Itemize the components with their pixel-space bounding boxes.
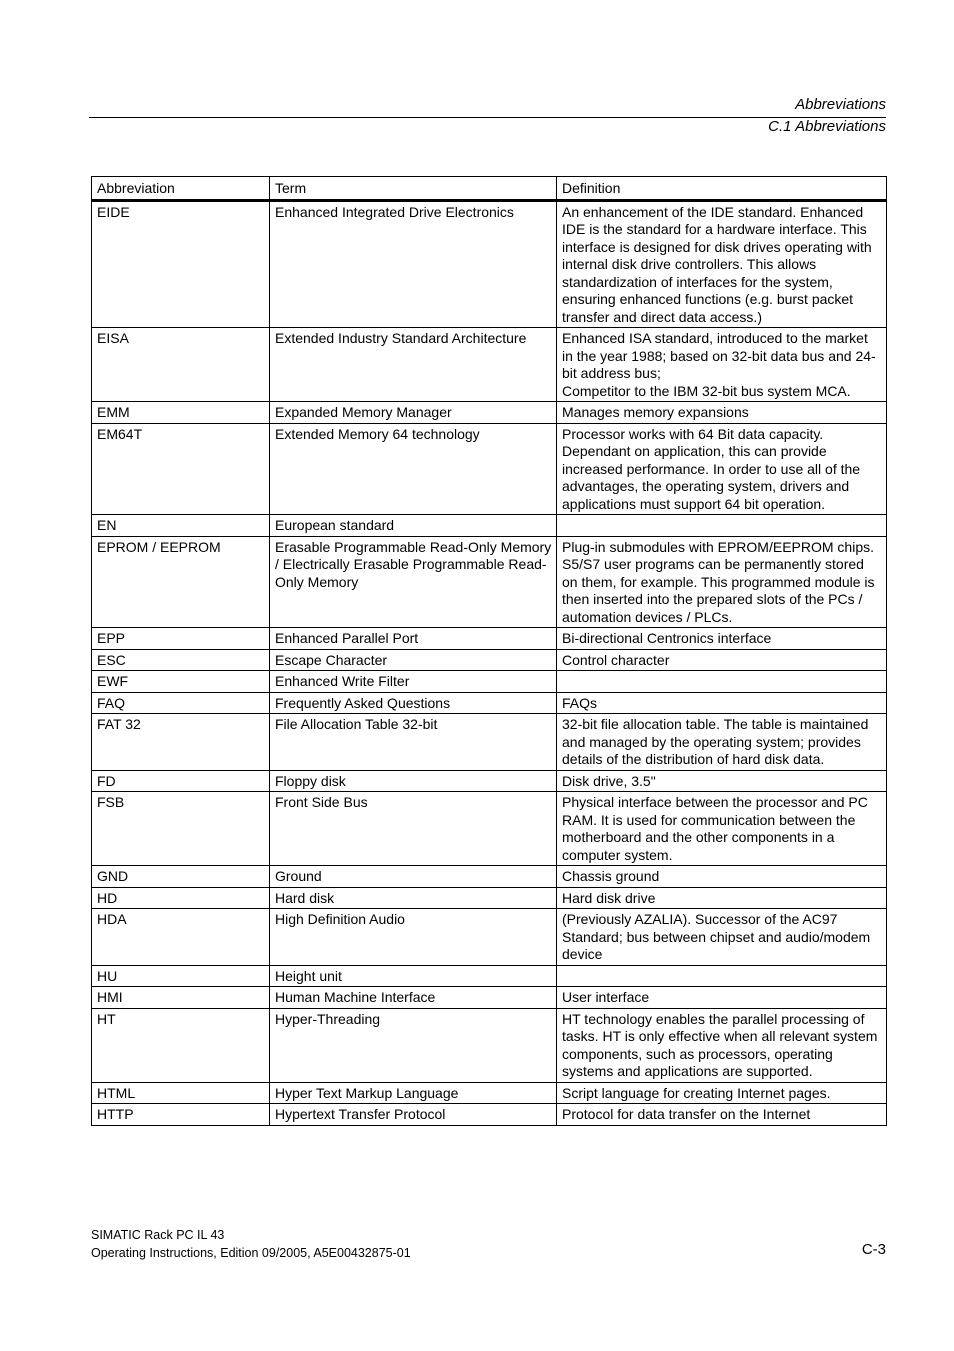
cell-abbreviation: GND — [92, 866, 270, 888]
cell-definition: Script language for creating Internet pages. — [557, 1082, 887, 1104]
cell-term: Escape Character — [270, 649, 557, 671]
cell-term: Hyper-Threading — [270, 1008, 557, 1082]
table-header-row — [92, 177, 887, 201]
table-row — [92, 866, 887, 888]
header-rule — [89, 117, 886, 118]
cell-definition: Control character — [557, 649, 887, 671]
footer-edition: Operating Instructions, Edition 09/2005, A5E00432875-01 — [91, 1246, 411, 1260]
cell-term: Enhanced Integrated Drive Electronics — [270, 200, 557, 328]
table-body — [92, 200, 887, 1125]
page-header — [768, 94, 886, 138]
table-row — [92, 671, 887, 693]
cell-definition: Manages memory expansions — [557, 402, 887, 424]
cell-term: European standard — [270, 515, 557, 537]
cell-abbreviation: HMI — [92, 987, 270, 1009]
cell-definition: Enhanced ISA standard, introduced to the market in the year 1988; based on 32-bit data bus and 24-bit address bus; Competitor to the IBM 32-bit bus system MCA. — [557, 328, 887, 402]
cell-abbreviation: EM64T — [92, 423, 270, 515]
cell-definition: 32-bit file allocation table. The table is maintained and managed by the operating system; provides details of the distribution of hard disk data. — [557, 714, 887, 771]
cell-definition: Physical interface between the processor and PC RAM. It is used for communication between the motherboard and the other components in a computer system. — [557, 792, 887, 866]
cell-abbreviation: EMM — [92, 402, 270, 424]
cell-term: Height unit — [270, 965, 557, 987]
cell-definition: HT technology enables the parallel processing of tasks. HT is only effective when all relevant system components, such as processors, operating systems and applications are supported. — [557, 1008, 887, 1082]
cell-abbreviation: HD — [92, 887, 270, 909]
table-row — [92, 536, 887, 628]
cell-term: High Definition Audio — [270, 909, 557, 966]
cell-definition: An enhancement of the IDE standard. Enhanced IDE is the standard for a hardware interface. This interface is designed for disk drives operating with internal disk drive controllers. This allows standardization of interfaces for the system, ensuring enhanced functions (e.g. burst packet transfer and direct data access.) — [557, 200, 887, 328]
table-row — [92, 515, 887, 537]
table-row — [92, 628, 887, 650]
cell-term: Front Side Bus — [270, 792, 557, 866]
cell-definition: FAQs — [557, 692, 887, 714]
cell-abbreviation: HT — [92, 1008, 270, 1082]
table-row — [92, 887, 887, 909]
table-row — [92, 1104, 887, 1126]
cell-definition: User interface — [557, 987, 887, 1009]
table-row — [92, 792, 887, 866]
cell-term: File Allocation Table 32-bit — [270, 714, 557, 771]
page-footer — [91, 1226, 411, 1262]
cell-definition: Disk drive, 3.5" — [557, 770, 887, 792]
cell-term: Extended Memory 64 technology — [270, 423, 557, 515]
cell-term: Ground — [270, 866, 557, 888]
table-row — [92, 909, 887, 966]
table-row — [92, 328, 887, 402]
cell-term: Hypertext Transfer Protocol — [270, 1104, 557, 1126]
table-row — [92, 423, 887, 515]
section-title: C.1 Abbreviations — [768, 118, 886, 135]
cell-abbreviation: FAT 32 — [92, 714, 270, 771]
chapter-title: Abbreviations — [795, 96, 886, 113]
table-row — [92, 770, 887, 792]
cell-abbreviation: HDA — [92, 909, 270, 966]
cell-abbreviation: EPP — [92, 628, 270, 650]
page-number: C-3 — [861, 1241, 886, 1258]
cell-abbreviation: ESC — [92, 649, 270, 671]
cell-abbreviation: HTTP — [92, 1104, 270, 1126]
cell-abbreviation: EN — [92, 515, 270, 537]
abbreviations-table — [91, 176, 887, 1126]
cell-definition: Plug-in submodules with EPROM/EEPROM chips. S5/S7 user programs can be permanently stored on them, for example. This programmed module is then inserted into the prepared slots of the PCs / automation devices / PLCs. — [557, 536, 887, 628]
cell-abbreviation: EPROM / EEPROM — [92, 536, 270, 628]
table-row — [92, 649, 887, 671]
table-row — [92, 965, 887, 987]
cell-definition — [557, 515, 887, 537]
table-row — [92, 200, 887, 328]
cell-term: Hard disk — [270, 887, 557, 909]
cell-abbreviation: EIDE — [92, 200, 270, 328]
cell-definition — [557, 965, 887, 987]
cell-abbreviation: EWF — [92, 671, 270, 693]
cell-definition: Chassis ground — [557, 866, 887, 888]
footer-product: SIMATIC Rack PC IL 43 — [91, 1228, 225, 1242]
column-header-term: Term — [270, 177, 557, 201]
table-row — [92, 692, 887, 714]
table-row — [92, 714, 887, 771]
cell-definition: Hard disk drive — [557, 887, 887, 909]
table-row — [92, 1008, 887, 1082]
cell-term: Expanded Memory Manager — [270, 402, 557, 424]
cell-abbreviation: FAQ — [92, 692, 270, 714]
column-header-definition: Definition — [557, 177, 887, 201]
cell-definition: Protocol for data transfer on the Internet — [557, 1104, 887, 1126]
cell-term: Erasable Programmable Read-Only Memory / Electrically Erasable Programmable Read-Only Memory — [270, 536, 557, 628]
cell-abbreviation: FD — [92, 770, 270, 792]
table-row — [92, 987, 887, 1009]
cell-term: Enhanced Write Filter — [270, 671, 557, 693]
column-header-abbreviation: Abbreviation — [92, 177, 270, 201]
table-row — [92, 402, 887, 424]
cell-abbreviation: HTML — [92, 1082, 270, 1104]
cell-definition: (Previously AZALIA). Successor of the AC97 Standard; bus between chipset and audio/modem device — [557, 909, 887, 966]
cell-abbreviation: HU — [92, 965, 270, 987]
cell-definition: Bi-directional Centronics interface — [557, 628, 887, 650]
cell-term: Extended Industry Standard Architecture — [270, 328, 557, 402]
cell-term: Human Machine Interface — [270, 987, 557, 1009]
cell-term: Floppy disk — [270, 770, 557, 792]
cell-definition — [557, 671, 887, 693]
cell-term: Frequently Asked Questions — [270, 692, 557, 714]
cell-abbreviation: FSB — [92, 792, 270, 866]
cell-definition: Processor works with 64 Bit data capacity. Dependant on application, this can provide increased performance. In order to use all of the advantages, the operating system, drivers and applications must support 64 bit operation. — [557, 423, 887, 515]
cell-term: Enhanced Parallel Port — [270, 628, 557, 650]
cell-term: Hyper Text Markup Language — [270, 1082, 557, 1104]
cell-abbreviation: EISA — [92, 328, 270, 402]
table-row — [92, 1082, 887, 1104]
